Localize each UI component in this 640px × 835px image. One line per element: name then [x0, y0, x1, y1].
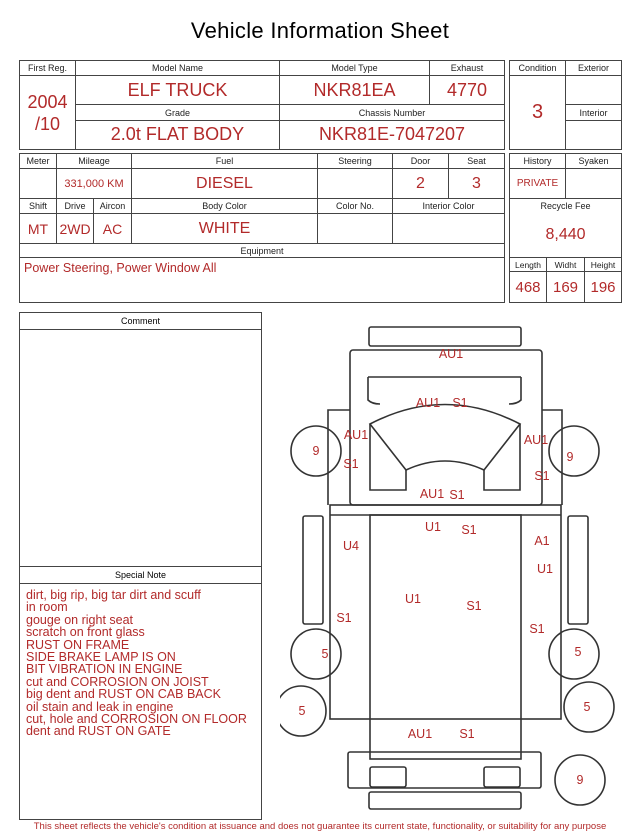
drive-value: 2WD — [57, 214, 94, 244]
mark-bed-left-lower: S1 — [336, 611, 352, 625]
mark-gate-b: S1 — [459, 727, 475, 741]
special-note-item: big dent and RUST ON CAB BACK — [26, 687, 221, 702]
door-value: 2 — [393, 169, 449, 199]
mark-bed-right-b: U1 — [537, 562, 553, 576]
height-label: Height — [585, 258, 622, 272]
bed-floor — [370, 515, 521, 759]
chassis-label: Chassis Number — [280, 105, 505, 120]
mark-right-fender-b: S1 — [534, 469, 550, 483]
exhaust-value: 4770 — [430, 76, 505, 105]
grade-label: Grade — [76, 105, 280, 120]
mark-right-fender-a: AU1 — [523, 433, 549, 447]
special-note-item: cut and CORROSION ON JOIST — [26, 674, 209, 689]
mark-hood-right: S1 — [452, 396, 468, 410]
mileage-label: Mileage — [57, 154, 132, 169]
drive-label: Drive — [57, 199, 94, 214]
comment-box — [19, 312, 262, 567]
mark-rear-left-inner-tire: 5 — [321, 647, 329, 661]
interior-color-label: Interior Color — [393, 199, 505, 214]
model-name-value: ELF TRUCK — [76, 76, 280, 105]
color-no-label: Color No. — [318, 199, 393, 214]
mark-left-fender-a: AU1 — [343, 428, 369, 442]
first-reg-year: 2004 — [27, 91, 68, 112]
history-table — [509, 153, 622, 303]
model-name-label: Model Name — [76, 61, 280, 76]
shift-label: Shift — [20, 199, 57, 214]
special-note-item: cut, hole and CORROSION ON FLOOR — [26, 712, 247, 727]
condition-label: Condition — [510, 61, 566, 76]
mark-bed-left-side: U4 — [343, 539, 359, 553]
rear-bumper — [369, 792, 521, 809]
front-right-tire — [549, 426, 599, 476]
truck-diagram — [280, 320, 630, 820]
mark-front-bumper: AU1 — [438, 347, 464, 361]
interior-color-value — [393, 214, 505, 244]
mark-gate-a: AU1 — [407, 727, 433, 741]
recycle-fee-value: 8,440 — [510, 214, 622, 258]
aircon-label: Aircon — [94, 199, 132, 214]
model-type-value: NKR81EA — [280, 76, 430, 105]
history-label: History — [510, 154, 566, 169]
detail-info-table — [19, 153, 505, 303]
special-note-item: oil stain and leak in engine — [26, 699, 174, 714]
steering-label: Steering — [318, 154, 393, 169]
model-type-label: Model Type — [280, 61, 430, 76]
seat-value: 3 — [449, 169, 505, 199]
mark-rear-right-inner-tire: 5 — [574, 645, 582, 659]
special-note-list — [26, 589, 247, 738]
color-no-value — [318, 214, 393, 244]
rear-left-inner-tire — [291, 629, 341, 679]
cab-inner-frame — [368, 377, 521, 404]
width-label: Widht — [547, 258, 585, 272]
condition-value: 3 — [510, 76, 566, 150]
mark-left-fender-b: S1 — [343, 457, 359, 471]
first-reg-month: /10 — [34, 113, 61, 134]
recycle-fee-label: Recycle Fee — [510, 199, 622, 214]
exterior-label: Exterior — [566, 61, 622, 76]
mark-hood-left: AU1 — [415, 396, 441, 410]
length-label: Length — [510, 258, 547, 272]
special-note-item: SIDE BRAKE LAMP IS ON — [26, 650, 176, 665]
first-reg-label: First Reg. — [20, 61, 76, 76]
mark-bed-front-b: S1 — [461, 523, 477, 537]
special-note-item: scratch on front glass — [26, 625, 145, 640]
seat-label: Seat — [449, 154, 505, 169]
mark-bed-right-a: A1 — [534, 534, 550, 548]
cab-lower-left — [370, 424, 406, 490]
rear-gate — [348, 752, 541, 788]
fuel-label: Fuel — [132, 154, 318, 169]
meter-value — [20, 169, 57, 199]
special-note-item: dirt, big rip, big tar dirt and scuff — [26, 588, 201, 602]
mark-bed-front-a: U1 — [425, 520, 441, 534]
shift-value: MT — [20, 214, 57, 244]
syaken-value — [566, 169, 622, 199]
mark-cab-back-b: S1 — [449, 488, 465, 502]
steering-value — [318, 169, 393, 199]
right-rail — [568, 516, 588, 624]
cab-outline — [350, 350, 542, 505]
left-rail — [303, 516, 323, 624]
condition-table — [509, 60, 622, 150]
fuel-value: DIESEL — [132, 169, 318, 199]
disclaimer-footer: This sheet reflects the vehicle's condition at issuance and does not guarantee its current state, functionality, or suitability for any purpose — [33, 821, 607, 832]
exhaust-label: Exhaust — [430, 61, 505, 76]
right-mirror — [542, 410, 562, 505]
width-value: 169 — [547, 272, 585, 303]
length-value: 468 — [510, 272, 547, 303]
equipment-value: Power Steering, Power Window All — [20, 258, 505, 303]
mark-rear-right-outer-tire: 5 — [583, 700, 591, 714]
exterior-value — [566, 76, 622, 105]
special-note-label: Special Note — [20, 567, 261, 584]
first-reg-value — [20, 76, 76, 150]
basic-info-table — [19, 60, 505, 150]
special-note-item: dent and RUST ON GATE — [26, 724, 171, 739]
page-title: Vehicle Information Sheet — [190, 18, 450, 43]
mark-front-left-tire: 9 — [312, 444, 320, 458]
mark-rear-left-outer-tire: 5 — [298, 704, 306, 718]
mark-spare-tire: 9 — [576, 773, 584, 787]
syaken-label: Syaken — [566, 154, 622, 169]
special-note-box — [19, 566, 262, 820]
mark-front-right-tire: 9 — [566, 450, 574, 464]
mark-bed-right-lower: S1 — [529, 622, 545, 636]
height-value: 196 — [585, 272, 622, 303]
special-note-item: RUST ON FRAME — [26, 637, 130, 652]
body-color-value: WHITE — [132, 214, 318, 244]
windshield — [370, 405, 520, 471]
comment-label: Comment — [20, 313, 261, 330]
interior-label: Interior — [566, 105, 622, 120]
rear-gate-left — [370, 767, 406, 787]
chassis-value: NKR81E-7047207 — [280, 120, 505, 149]
body-color-label: Body Color — [132, 199, 318, 214]
history-value: PRIVATE — [510, 169, 566, 199]
front-bumper-outline — [369, 327, 521, 346]
mark-cab-back-a: AU1 — [419, 487, 445, 501]
equipment-label: Equipment — [20, 244, 505, 258]
mark-bed-center-a: U1 — [405, 592, 421, 606]
interior-value — [566, 120, 622, 149]
cab-lower-right — [484, 424, 520, 490]
meter-label: Meter — [20, 154, 57, 169]
special-note-item: in room — [26, 600, 68, 615]
special-note-item: gouge on right seat — [26, 612, 134, 627]
bed-outline — [330, 505, 561, 719]
rear-gate-right — [484, 767, 520, 787]
mark-bed-center-b: S1 — [466, 599, 482, 613]
grade-value: 2.0t FLAT BODY — [76, 120, 280, 149]
mileage-value: 331,000 KM — [57, 169, 132, 199]
special-note-item: BIT VIBRATION IN ENGINE — [26, 662, 183, 677]
door-label: Door — [393, 154, 449, 169]
aircon-value: AC — [94, 214, 132, 244]
